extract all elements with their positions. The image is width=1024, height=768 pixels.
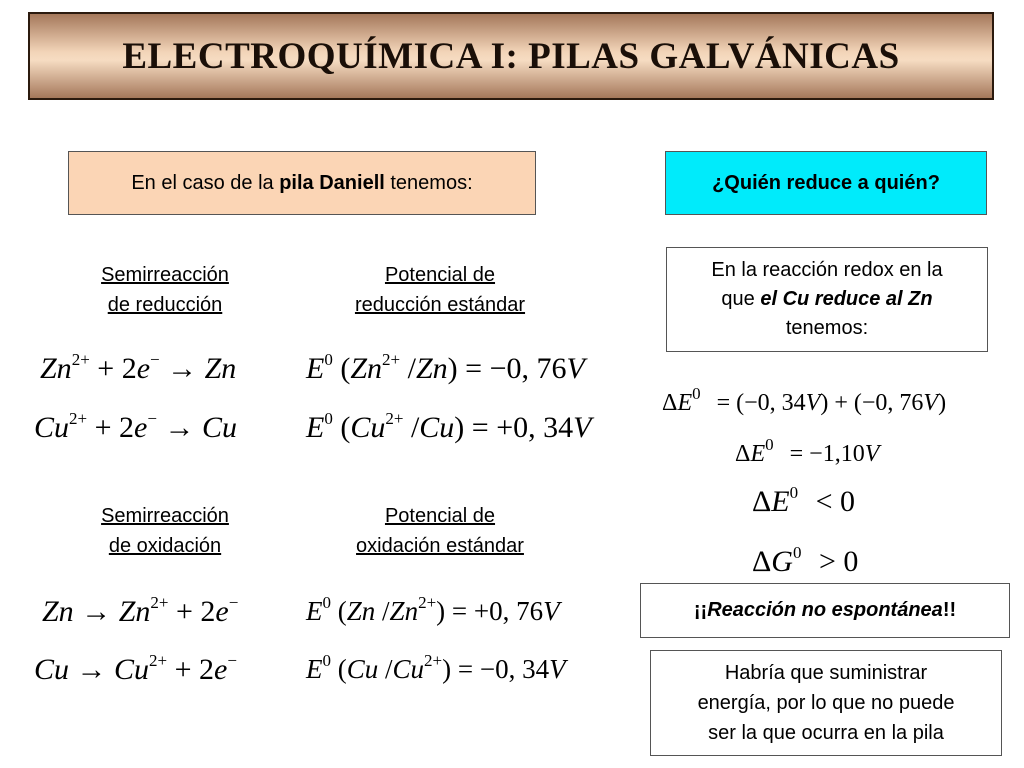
redox-explanation-box (666, 247, 988, 352)
zn-oxidation-equation: $Zn \to Zn^{2+} + 2e^-$ (42, 593, 239, 628)
cu-reduction-equation: $Cu^{2+} + 2e^- \to Cu$ (34, 409, 237, 444)
non-spontaneous-box (640, 583, 1010, 638)
cu-oxidation-equation: $Cu \to Cu^{2+} + 2e^-$ (34, 651, 237, 686)
reduction-potential-heading: Potencial de reducción estándar (354, 264, 526, 316)
redox-explanation-text: En la reacción redox en la que el Cu reduce al Zn tenemos: (711, 259, 943, 339)
delta-e-result-equation: $\Delta E^0 = -1,10V$ (735, 435, 880, 467)
zn-reduction-equation: $Zn^{2+} + 2e^- \to Zn$ (40, 350, 237, 385)
oxidation-potential-heading: Potencial de oxidación estándar (356, 505, 524, 557)
title-banner (28, 12, 994, 100)
intro-box (68, 151, 536, 215)
delta-e-sum-equation: $\Delta E^0 = (-0$, 34V) + (−0, 76V) (662, 384, 947, 416)
delta-e-sign-equation: $\Delta E^0 < 0$ (752, 483, 856, 518)
reduction-heading: Semirreacción de reducción (101, 264, 229, 316)
energy-explanation-text: Habría que suministrar energía, por lo que no puede ser la que ocurra en la pila (697, 662, 955, 744)
cu-reduction-potential: $E^0$ ($Cu^{2+}$ /Cu) = +0, 34V (306, 409, 592, 444)
oxidation-heading: Semirreacción de oxidación (101, 505, 229, 557)
zn-reduction-potential: $E^0$ ($Zn^{2+}$ /Zn) = −0, 76V (306, 350, 585, 385)
non-spontaneous-text: ¡¡Reacción no espontánea!! (693, 599, 957, 621)
redox-emphasis: el Cu reduce al Zn (760, 288, 933, 310)
intro-text: En el caso de la pila Daniell tenemos: (131, 171, 473, 194)
cu-oxidation-potential: $E^0$ (Cu $/Cu^{2+}) = -0$, 34V (306, 651, 566, 684)
delta-g-sign-equation: $\Delta G^0 > 0$ (752, 543, 859, 578)
intro-bold: pila Daniell (279, 171, 385, 194)
question-box (665, 151, 987, 215)
energy-explanation-box (650, 650, 1002, 756)
question-text: ¿Quién reduce a quién? (712, 171, 940, 194)
zn-oxidation-potential: $E^0$ (Zn $/Zn^{2+}) = +0$, 76V (306, 593, 560, 626)
page-title: ELECTROQUÍMICA I: PILAS GALVÁNICAS (122, 35, 900, 77)
